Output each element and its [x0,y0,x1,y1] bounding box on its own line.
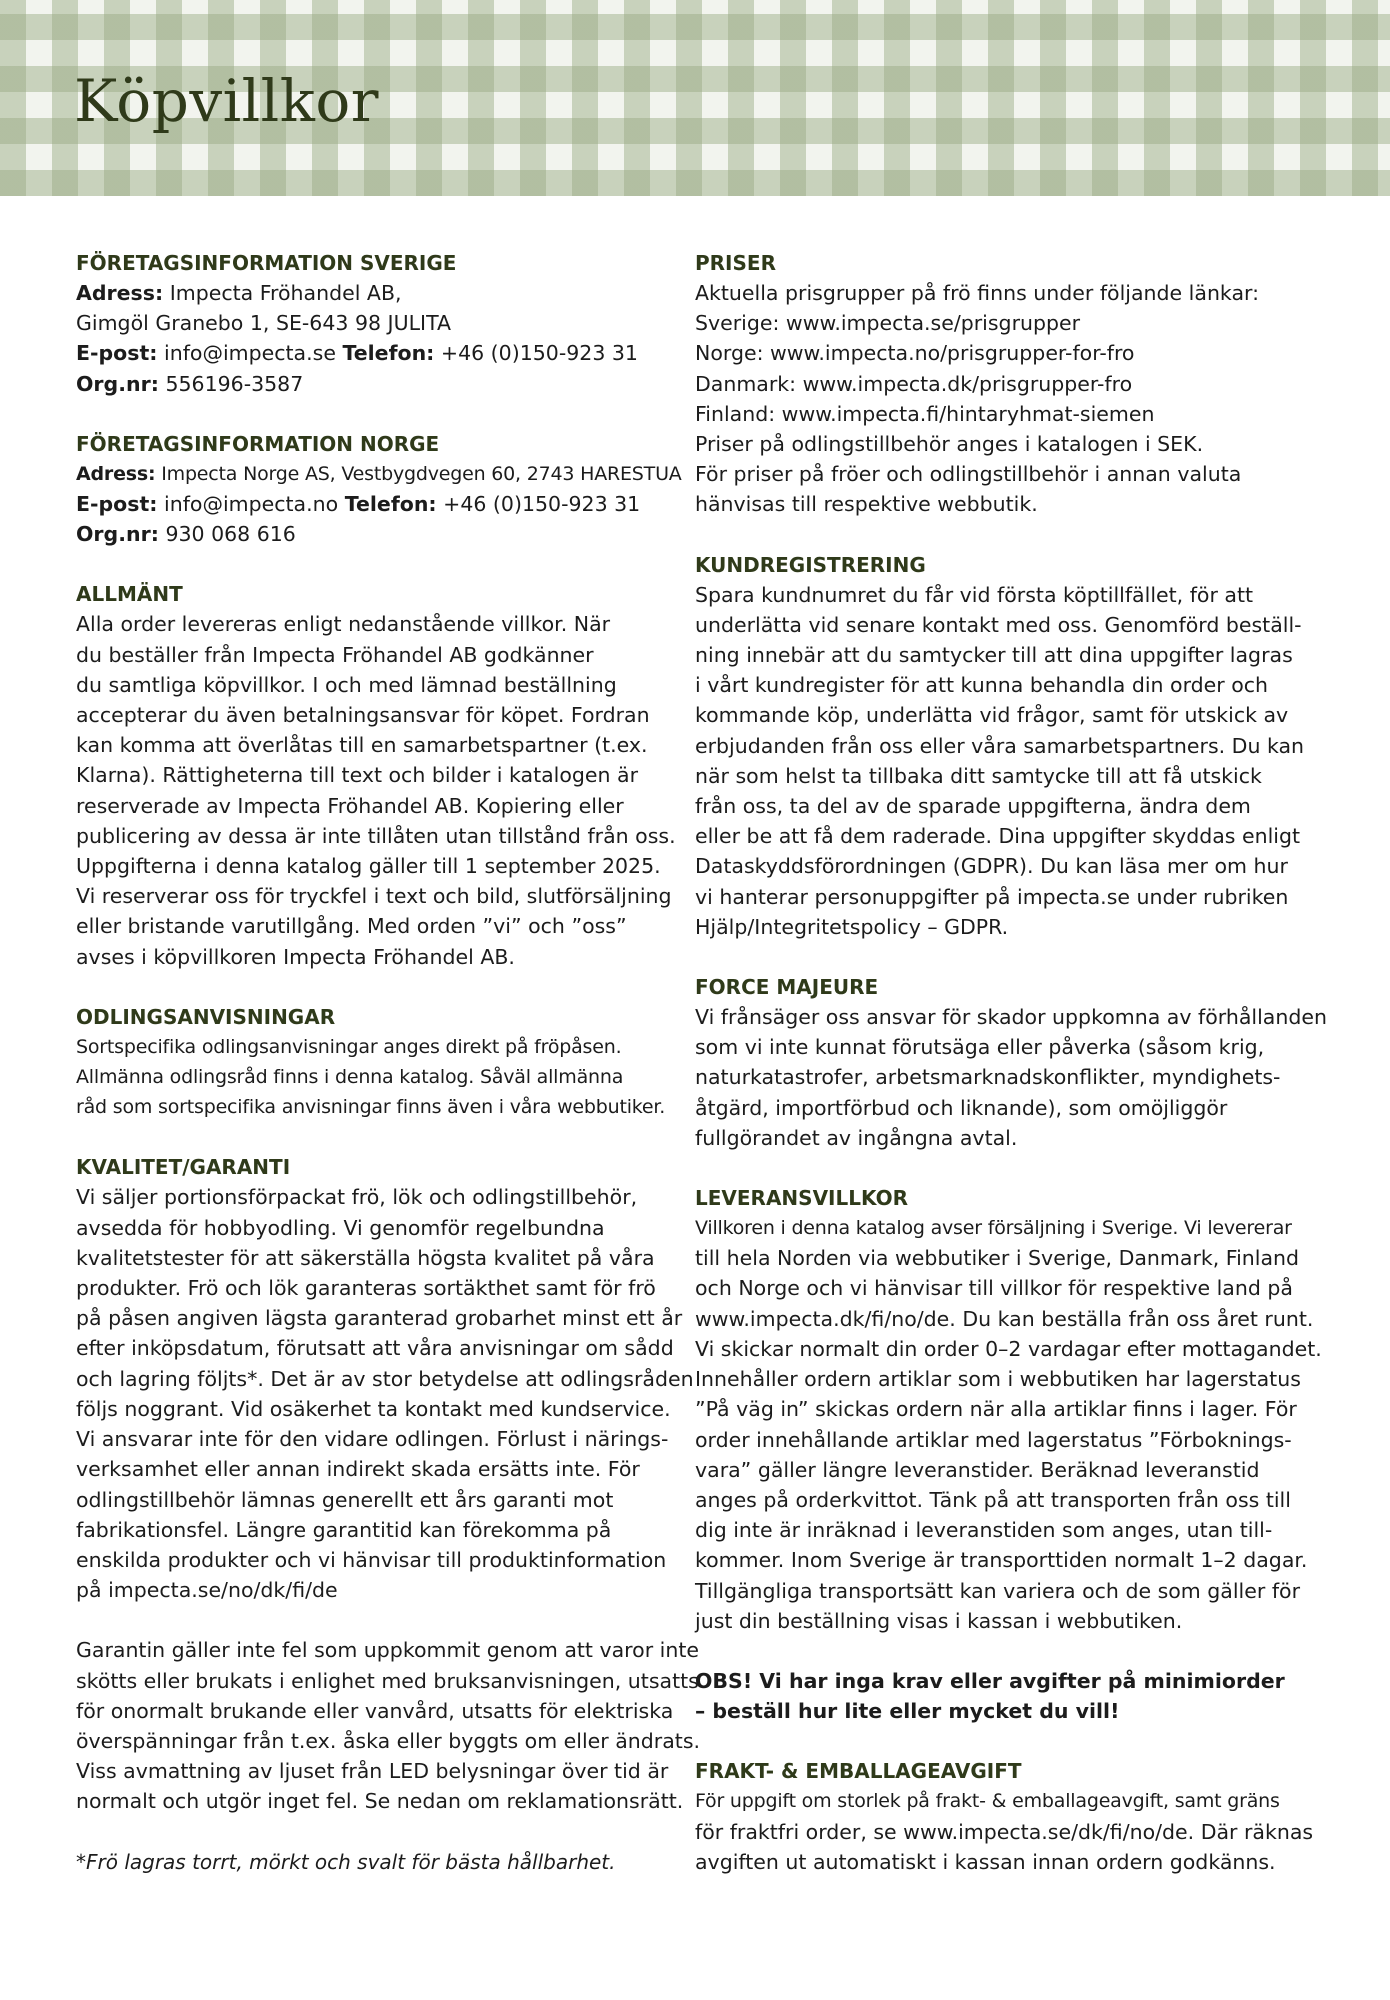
section-heading: FÖRETAGSINFORMATION NORGE [76,431,440,456]
text-line: enskilda produkter och vi hänvisar till produktinformation [76,1547,667,1572]
section-foretag-norge [76,429,682,550]
text-line: fullgörandet av ingångna avtal. [695,1125,1018,1150]
text-line: Norge: www.impecta.no/prisgrupper-for-fro [695,341,1135,366]
section-heading: KVALITET/GARANTI [76,1155,291,1180]
adress-line [76,459,682,489]
adress-value: Impecta Fröhandel AB, [169,281,402,305]
section-heading: FRAKT- & EMBALLAGEAVGIFT [695,1759,1022,1784]
text-line: efter inköpsdatum, förutsatt att våra anvisningar om sådd [76,1336,674,1361]
section-heading: LEVERANSVILLKOR [695,1186,908,1211]
text-line: order innehållande artiklar med lagerstatus ”Förboknings- [695,1427,1292,1452]
text-line: Priser på odlingstillbehör anges i katalogen i SEK. [695,432,1204,457]
text-line: Dataskyddsförordningen (GDPR). Du kan läsa mer om hur [695,854,1288,879]
text-line: på impecta.se/no/dk/fi/de [76,1578,338,1603]
text-line: Aktuella prisgrupper på frö finns under följande länkar: [695,281,1259,305]
text-line: Villkoren i denna katalog avser försäljning i Sverige. Vi levererar [695,1217,1292,1240]
text-line: Finland: www.impecta.fi/hintaryhmat-siemen [695,401,1155,426]
text-line: avsedda för hobbyodling. Vi genomför regelbundna [76,1215,605,1240]
text-line: verksamhet eller annan indirekt skada ersätts inte. För [76,1457,640,1482]
orgnr-line [76,369,666,399]
telefon-value: +46 (0)150-923 31 [443,492,641,517]
paragraph-gap [76,1605,666,1635]
section-heading: KUNDREGISTRERING [695,552,926,577]
adress-line-2: Gimgöl Granebo 1, SE-643 98 JULITA [76,311,452,336]
text-line: Sverige: www.impecta.se/prisgrupper [695,311,1081,336]
section-heading: ODLINGSANVISNINGAR [76,1004,336,1029]
text-line: från oss, ta del av de sparade uppgifterna, ändra dem [695,794,1251,819]
text-line: hänvisas till respektive webbutik. [695,492,1038,517]
epost-label: E-post: [76,492,158,517]
paragraph-gap [695,1636,1295,1666]
text-line: Hjälp/Integritetspolicy – GDPR. [695,914,1009,939]
section-kundregistrering [695,550,1305,942]
text-line: åtgärd, importförbud och liknande), som omöjliggör [695,1095,1228,1120]
text-line: på påsen angiven lägsta garanterad grobarhet minst ett år [76,1306,683,1331]
text-line: vi hanterar personuppgifter på impecta.se under rubriken [695,884,1289,909]
text-line: accepterar du även betalningsansvar för köpet. Fordran [76,703,650,728]
text-line: följs noggrant. Vid osäkerhet ta kontakt med kundservice. [76,1396,671,1421]
text-line: Alla order levereras enligt nedanstående villkor. När [76,612,611,637]
text-line: odlingstillbehör lämnas generellt ett års garanti mot [76,1487,614,1512]
text-line: Spara kundnumret du får vid första köptillfället, för att [695,582,1254,607]
text-line: i vårt kundregister för att kunna behandla din order och [695,673,1269,698]
section-foretag-sverige [76,248,666,399]
text-line: kommer. Inom Sverige är transporttiden normalt 1–2 dagar. [695,1548,1308,1573]
text-line: Garantin gäller inte fel som uppkommit genom att varor inte [76,1638,699,1663]
text-line: Sortspecifika odlingsanvisningar anges direkt på fröpåsen. [76,1035,622,1058]
section-heading: PRISER [695,251,776,275]
text-line: eller bristande varutillgång. Med orden ”vi” och ”oss” [76,914,627,939]
text-line: just din beställning visas i kassan i webbutiken. [695,1608,1183,1633]
text-line: och lagring följts*. Det är av stor betydelse att odlingsråden [76,1366,694,1391]
text-line: anges på orderkvittot. Tänk på att transporten från oss till [695,1487,1291,1512]
text-line: Vi ansvarar inte för den vidare odlingen. Förlust i närings- [76,1427,669,1452]
section-odlingsanvisningar [76,1002,666,1123]
section-leveransvillkor [695,1183,1322,1726]
text-line: råd som sortspecifika anvisningar finns även i våra webbutiker. [76,1096,666,1119]
text-line: reserverade av Impecta Fröhandel AB. Kopiering eller [76,793,624,818]
text-line: produkter. Frö och lök garanteras sortäkthet samt för frö [76,1276,656,1301]
telefon-label: Telefon: [344,492,437,517]
section-heading: FORCE MAJEURE [695,975,879,1000]
section-allmant [76,579,676,971]
text-line: överspänningar från t.ex. åska eller byggts om eller ändrats. [76,1728,701,1753]
section-heading: FÖRETAGSINFORMATION SVERIGE [76,251,457,275]
text-line: Danmark: www.impecta.dk/prisgrupper-fro [695,371,1133,396]
text-line: fabrikationsfel. Längre garantitid kan förekomma på [76,1517,612,1542]
text-line: normalt och utgör inget fel. Se nedan om reklamationsrätt. [76,1789,684,1814]
text-line: Innehåller ordern artiklar som i webbutiken har lagerstatus [695,1367,1301,1392]
text-line: och Norge och vi hänvisar till villkor för respektive land på [695,1276,1293,1301]
text-line: avgiften ut automatiskt i kassan innan ordern godkänns. [695,1849,1276,1874]
section-frakt-emballage [695,1756,1314,1877]
text-line: kommande köp, underlätta vid frågor, samt för utskick av [695,703,1289,728]
section-force-majeure [695,972,1327,1153]
text-line: kvalitetstester för att säkerställa högsta kvalitet på våra [76,1245,655,1270]
text-line: Uppgifterna i denna katalog gäller till 1 september 2025. [76,854,661,879]
text-line: eller be att få dem raderade. Dina uppgifter skyddas enligt [695,824,1301,849]
telefon-label: Telefon: [342,341,435,366]
orgnr-label: Org.nr: [76,371,159,396]
text-line: Klarna). Rättigheterna till text och bilder i katalogen är [76,763,639,788]
adress-line [76,278,666,308]
text-line: Allmänna odlingsråd finns i denna katalog. Såväl allmänna [76,1066,624,1089]
text-line: Vi säljer portionsförpackat frö, lök och odlingstillbehör, [76,1185,638,1210]
right-column [695,248,1327,1907]
text-line: vara” gäller längre leveranstider. Beräknad leveranstid [695,1457,1260,1482]
text-line: Vi reserverar oss för tryckfel i text och bild, slutförsäljning [76,884,672,909]
text-line: för onormalt brukande eller vanvård, utsatts för elektriska [76,1698,674,1723]
text-line: Vi frånsäger oss ansvar för skador uppkomna av förhållanden [695,1005,1327,1030]
text-line: ”På väg in” skickas ordern när alla artiklar finns i lager. För [695,1397,1297,1422]
text-line: ning innebär att du samtycker till att dina uppgifter lagras [695,643,1293,668]
text-line: www.impecta.dk/fi/no/de. Du kan beställa från oss året runt. [695,1306,1314,1331]
text-line: För priser på fröer och odlingstillbehör i annan valuta [695,462,1242,487]
section-kvalitet-garanti [76,1152,701,1876]
text-line: Vi skickar normalt din order 0–2 vardagar efter mottagandet. [695,1336,1322,1361]
contact-line [76,338,666,368]
contact-line [76,489,666,519]
orgnr-label: Org.nr: [76,522,159,547]
obs-notice: – beställ hur lite eller mycket du vill! [695,1699,1120,1724]
paragraph-gap [76,1817,666,1847]
orgnr-line [76,519,666,549]
obs-notice: OBS! Vi har inga krav eller avgifter på minimiorder [695,1668,1285,1693]
text-line: erbjudanden från oss eller våra samarbetspartners. Du kan [695,733,1305,758]
epost-label: E-post: [76,341,158,366]
telefon-value: +46 (0)150-923 31 [440,341,638,366]
footnote: *Frö lagras torrt, mörkt och svalt för bästa hållbarhet. [76,1849,616,1874]
text-line: Viss avmattning av ljuset från LED belysningar över tid är [76,1759,669,1784]
text-line: underlätta vid senare kontakt med oss. Genomförd beställ- [695,612,1302,637]
epost-value: info@impecta.no [164,492,339,517]
text-line: naturkatastrofer, arbetsmarknadskonflikter, myndighets- [695,1065,1281,1090]
adress-label: Adress: [76,281,164,305]
adress-value: Impecta Norge AS, Vestbygdvegen 60, 2743 HARESTUA [161,462,682,485]
text-line: kan komma att överlåtas till en samarbetspartner (t.ex. [76,733,648,758]
orgnr-value: 556196-3587 [165,371,304,396]
text-line: när som helst ta tillbaka ditt samtycke till att få utskick [695,763,1262,788]
text-line: till hela Norden via webbutiker i Sverige, Danmark, Finland [695,1246,1300,1271]
page-title: Köpvillkor [74,67,380,135]
section-heading: ALLMÄNT [76,582,183,607]
text-line: publicering av dessa är inte tillåten utan tillstånd från oss. [76,823,676,848]
text-line: för fraktfri order, se www.impecta.se/dk/fi/no/de. Där räknas [695,1819,1314,1844]
text-line: Tillgängliga transportsätt kan variera och de som gäller för [695,1578,1301,1603]
epost-value: info@impecta.se [164,341,336,366]
text-line: du beställer från Impecta Fröhandel AB godkänner [76,642,594,667]
text-line: som vi inte kunnat förutsäga eller påverka (såsom krig, [695,1035,1265,1060]
text-line: du samtliga köpvillkor. I och med lämnad beställning [76,672,617,697]
text-line: skötts eller brukats i enlighet med bruksanvisningen, utsatts [76,1668,699,1693]
section-priser [695,248,1295,520]
orgnr-value: 930 068 616 [165,522,296,547]
text-line: dig inte är inräknad i leveranstiden som anges, utan till- [695,1518,1273,1543]
text-line: För uppgift om storlek på frakt- & emballageavgift, samt gräns [695,1790,1280,1813]
adress-label: Adress: [76,462,156,485]
left-column [76,248,701,1907]
text-line: avses i köpvillkoren Impecta Fröhandel AB. [76,944,515,969]
